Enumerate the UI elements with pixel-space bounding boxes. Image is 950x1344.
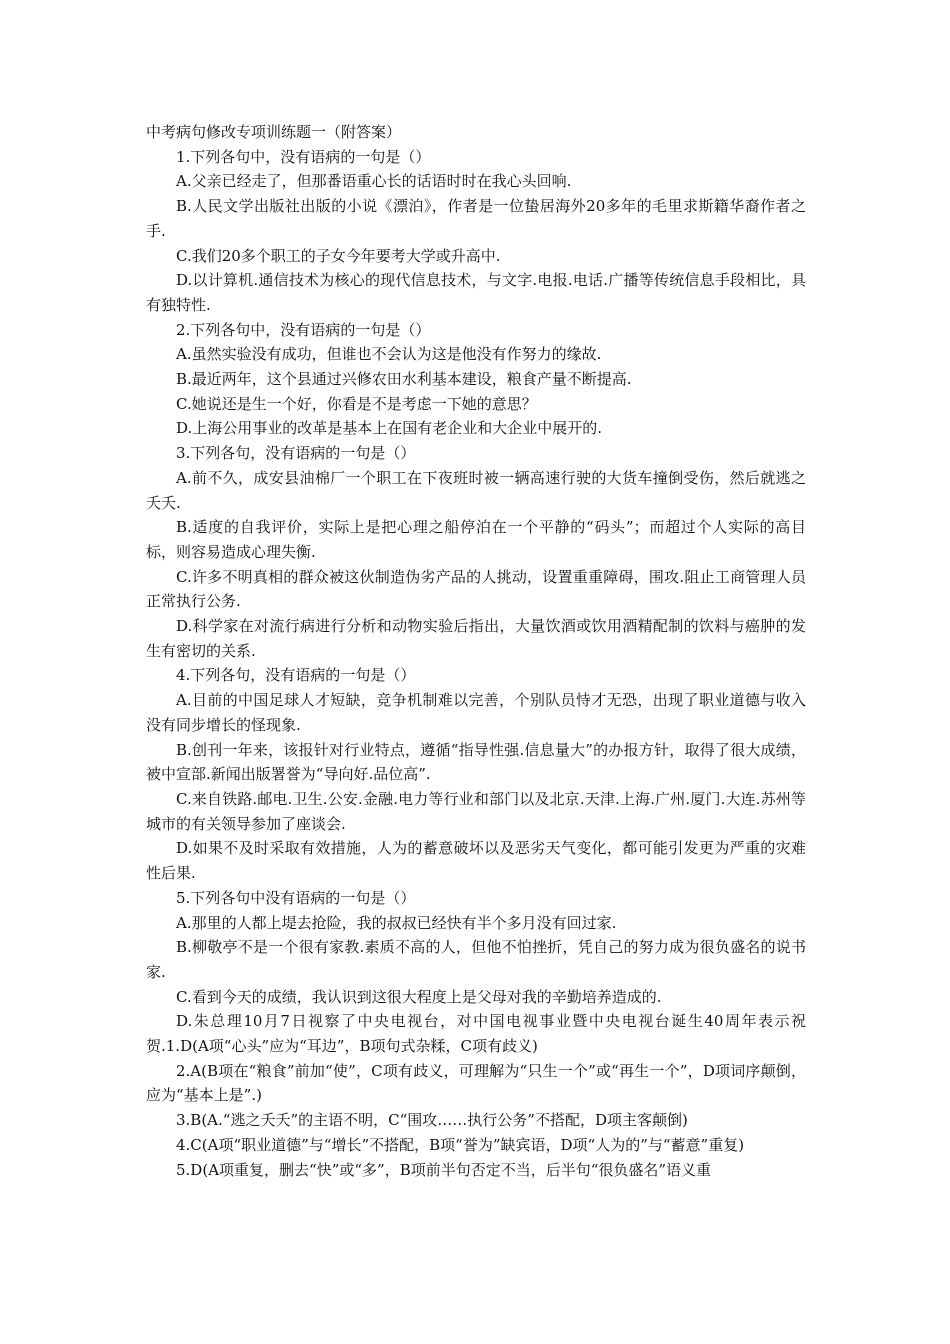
paragraph: 5.D(A项重复，删去“快”或“多”，B项前半句否定不当，后半句“很负盛名”语义重 <box>176 1160 712 1179</box>
paragraph: C.来自铁路.邮电.卫生.公安.金融.电力等行业和部门以及北京.天津.上海.广州.厦门.大连.苏州等城市的有关领导参加了座谈会. <box>146 789 806 833</box>
paragraph: D.科学家在对流行病进行分析和动物实验后指出，大量饮酒或饮用酒精配制的饮料与癌肿的发生有密切的关系. <box>146 617 806 660</box>
paragraph: 5.下列各句中没有语病的一句是（） <box>176 888 416 907</box>
paragraph: B.创刊一年来，该报针对行业特点，遵循“指导性强.信息量大”的办报方针，取得了很大成绩，被中宣部.新闻出版署誉为“导向好.品位高”. <box>146 740 806 784</box>
paragraph: D.朱总理10月7日视察了中央电视台，对中国电视事业暨中央电视台诞生40周年表示祝贺.1.D(A项“心头”应为“耳边”，B项句式杂糅，C项有歧义) <box>146 1012 806 1056</box>
paragraph: 4.C(A项“职业道德”与“增长”不搭配，B项“誉为”缺宾语，D项“人为的”与“蓄意”重复) <box>176 1135 745 1154</box>
paragraph: D.上海公用事业的改革是基本上在国有老企业和大企业中展开的. <box>176 419 603 438</box>
paragraph-list <box>146 145 806 1183</box>
paragraph: A.前不久，成安县油棉厂一个职工在下夜班时被一辆高速行驶的大货车撞倒受伤，然后就逃之夭夭. <box>146 468 806 512</box>
paragraph: B.最近两年，这个县通过兴修农田水利基本建设，粮食产量不断提高. <box>176 370 632 389</box>
paragraph: 2.A(B项在“粮食”前加“使”，C项有歧义，可理解为“只生一个”或“再生一个”，D项词序颠倒，应为“基本上是”.) <box>146 1061 806 1105</box>
paragraph: A.父亲已经走了，但那番语重心长的话语时时在我心头回响. <box>176 172 572 191</box>
paragraph: A.虽然实验没有成功，但谁也不会认为这是他没有作努力的缘故. <box>176 345 602 364</box>
document-body <box>146 120 806 1182</box>
paragraph: 4.下列各句，没有语病的一句是（） <box>176 666 416 685</box>
paragraph: 3.下列各句，没有语病的一句是（） <box>176 444 416 463</box>
paragraph: C.许多不明真相的群众被这伙制造伪劣产品的人挑动，设置重重障碍，围攻.阻止工商管理人员正常执行公务. <box>146 567 806 611</box>
document-title: 中考病句修改专项训练题一（附答案） <box>146 123 402 141</box>
paragraph: B.柳敬亭不是一个很有家教.素质不高的人，但他不怕挫折，凭自己的努力成为很负盛名的说书家. <box>146 938 806 981</box>
paragraph: C.我们20多个职工的子女今年要考大学或升高中. <box>176 246 501 265</box>
paragraph: D.以计算机.通信技术为核心的现代信息技术，与文字.电报.电话.广播等传统信息手段相比，具有独特性. <box>146 271 806 314</box>
paragraph: C.看到今天的成绩，我认识到这很大程度上是父母对我的辛勤培养造成的. <box>176 987 662 1006</box>
paragraph: C.她说还是生一个好，你看是不是考虑一下她的意思？ <box>176 394 537 413</box>
paragraph: A.那里的人都上堤去抢险，我的叔叔已经快有半个多月没有回过家. <box>176 913 617 932</box>
paragraph: 2.下列各句中，没有语病的一句是（） <box>176 320 431 339</box>
paragraph: B.适度的自我评价，实际上是把心理之船停泊在一个平静的“码头”；而超过个人实际的高目标，则容易造成心理失衡. <box>146 518 806 561</box>
paragraph: A.目前的中国足球人才短缺，竞争机制难以完善，个别队员恃才无恐，出现了职业道德与收入没有同步增长的怪现象. <box>146 691 806 734</box>
paragraph: 3.B(A.“逃之夭夭”的主语不明，C“围攻……执行公务”不搭配，D项主客颠倒) <box>176 1111 688 1130</box>
paragraph: 1.下列各句中，没有语病的一句是（） <box>176 147 431 166</box>
paragraph: D.如果不及时采取有效措施，人为的蓄意破坏以及恶劣天气变化，都可能引发更为严重的灾难性后果. <box>146 839 806 883</box>
paragraph: B.人民文学出版社出版的小说《漂泊》，作者是一位蛰居海外20多年的毛里求斯籍华裔作者之手. <box>146 197 806 240</box>
